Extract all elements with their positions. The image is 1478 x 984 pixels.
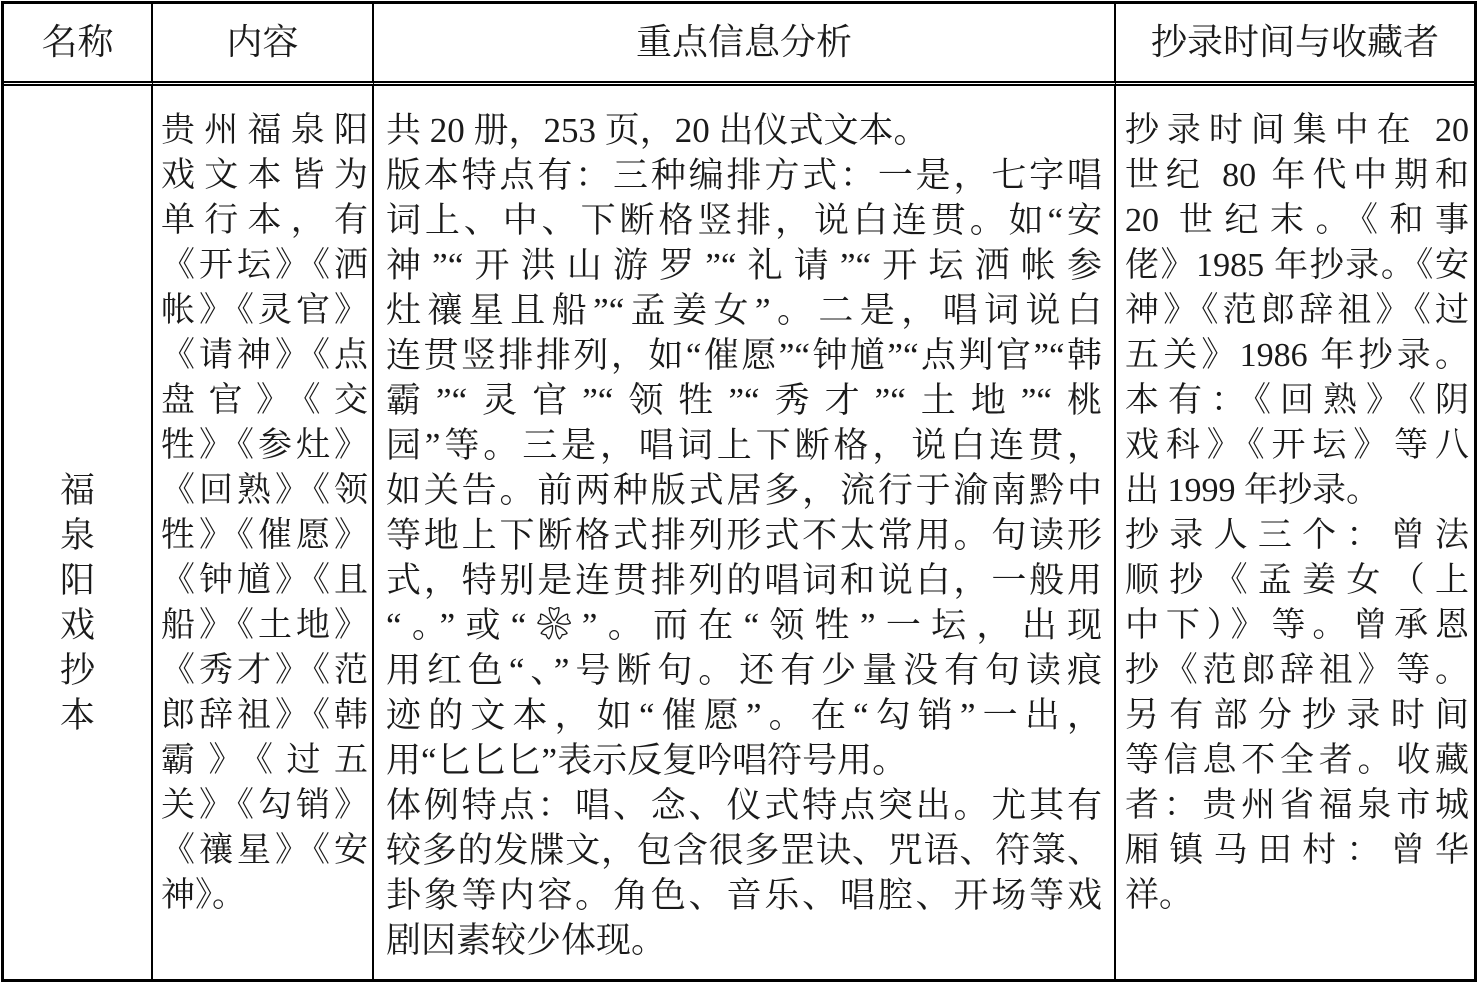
text-line: “。”或“❀”。而在“领牲”一坛，出现: [386, 606, 1102, 645]
text-line: 用红色“、”号断句。还有少量没有句读痕: [386, 651, 1102, 690]
text-line: 抄录人三个：曾法: [1125, 517, 1469, 554]
text-line: 等信息不全者。收藏: [1125, 742, 1469, 779]
paragraph: [1125, 108, 1469, 513]
text-line: 关》《勾销》: [161, 787, 368, 824]
text-line: 帐》《灵官》: [161, 292, 368, 329]
cell-transcription: [1116, 86, 1474, 979]
text-line: 迹的文本，如“催愿”。在“勾销”一出，: [386, 696, 1102, 735]
cell-name: [4, 86, 153, 979]
text-line: 霸”“灵官”“领牲”“秀才”“土地”“桃: [386, 381, 1102, 420]
text-line: 式，特别是连贯排列的唱词和说白，一般用: [386, 561, 1102, 600]
text-line: 牲》《催愿》: [161, 517, 368, 554]
text-line: 剧因素较少体现。: [386, 921, 667, 960]
cell-analysis: [374, 86, 1116, 979]
text-line: 霸》《过五: [161, 742, 368, 779]
text-line: 神》。: [161, 877, 246, 914]
text-line: 灶禳星且船”“孟姜女”。二是，唱词说白: [386, 291, 1102, 330]
header-transcription: 抄录时间与收藏者: [1116, 4, 1474, 86]
header-name: 名称: [4, 4, 153, 86]
text-line: 另有部分抄录时间: [1125, 697, 1469, 734]
text-line: 戏科》《开坛》等八: [1125, 427, 1469, 464]
text-line: 者：贵州省福泉市城: [1125, 787, 1469, 824]
text-line: 佬》1985 年抄录。《安: [1125, 247, 1469, 284]
header-analysis: 重点信息分析: [374, 4, 1116, 86]
text-line: 出 1999 年抄录。: [1125, 472, 1380, 509]
text-line: 园”等。三是，唱词上下断格，说白连贯，: [386, 426, 1102, 465]
paragraph: [161, 108, 368, 918]
text-line: 等地上下断格式排列形式不太常用。句读形: [386, 516, 1102, 555]
text-line: 神”“开洪山游罗”“礼请”“开坛洒帐参: [386, 246, 1102, 285]
text-line: 如关告。前两种版式居多，流行于渝南黔中: [386, 471, 1102, 510]
text-line: 抄《范郎辞祖》等。: [1125, 652, 1469, 689]
manuscript-name: 福泉阳戏抄本: [60, 471, 96, 735]
text-line: 本有：《回熟》《阴: [1125, 382, 1469, 419]
text-line: 世纪 80 年代中期和: [1125, 157, 1469, 194]
cell-content: [153, 86, 374, 979]
paragraph: [386, 783, 1102, 963]
text-line: 《钟馗》《且: [161, 562, 368, 599]
text-line: 戏文本皆为: [161, 157, 368, 194]
text-line: 厢镇马田村：曾华: [1125, 832, 1469, 869]
text-line: 盘官》《交: [161, 382, 368, 419]
text-line: 郎辞祖》《韩: [161, 697, 368, 734]
manuscript-table: [1, 1, 1477, 982]
text-line: 祥。: [1125, 877, 1193, 914]
text-line: 贵州福泉阳: [161, 112, 368, 149]
text-line: 神》《范郎辞祖》《过: [1125, 292, 1469, 329]
text-line: 五关》1986 年抄录。: [1125, 337, 1469, 374]
text-line: 中下）》等。曾承恩: [1125, 607, 1469, 644]
text-line: 连贯竖排排列，如“催愿”“钟馗”“点判官”“韩: [386, 336, 1102, 375]
text-line: 版本特点有：三种编排方式：一是，七字唱: [386, 156, 1102, 195]
text-line: 《禳星》《安: [161, 832, 368, 869]
text-line: 卦象等内容。角色、音乐、唱腔、开场等戏: [386, 876, 1102, 915]
header-content: 内容: [153, 4, 374, 86]
text-line: 《请神》《点: [161, 337, 368, 374]
text-line: 单行本，有: [161, 202, 368, 239]
paragraph: [386, 153, 1102, 783]
text-line: 共 20 册，253 页，20 出仪式文本。: [386, 111, 929, 150]
text-line: 体例特点：唱、念、仪式特点突出。尤其有: [386, 786, 1102, 825]
text-line: 20 世纪末。《和事: [1125, 202, 1469, 239]
paragraph: [1125, 513, 1469, 918]
text-line: 《回熟》《领: [161, 472, 368, 509]
paragraph: [386, 108, 1102, 153]
text-line: 词上、中、下断格竖排，说白连贯。如“安: [386, 201, 1102, 240]
text-line: 抄录时间集中在 20: [1125, 112, 1469, 149]
text-line: 《秀才》《范: [161, 652, 368, 689]
text-line: 用“匕匕匕”表示反复吟唱符号用。: [386, 741, 908, 780]
text-line: 牲》《参灶》: [161, 427, 368, 464]
text-line: 《开坛》《洒: [161, 247, 368, 284]
text-line: 较多的发牒文，包含很多罡诀、咒语、符箓、: [386, 831, 1102, 870]
text-line: 顺抄《孟姜女（上: [1125, 562, 1469, 599]
text-line: 船》《土地》: [161, 607, 368, 644]
